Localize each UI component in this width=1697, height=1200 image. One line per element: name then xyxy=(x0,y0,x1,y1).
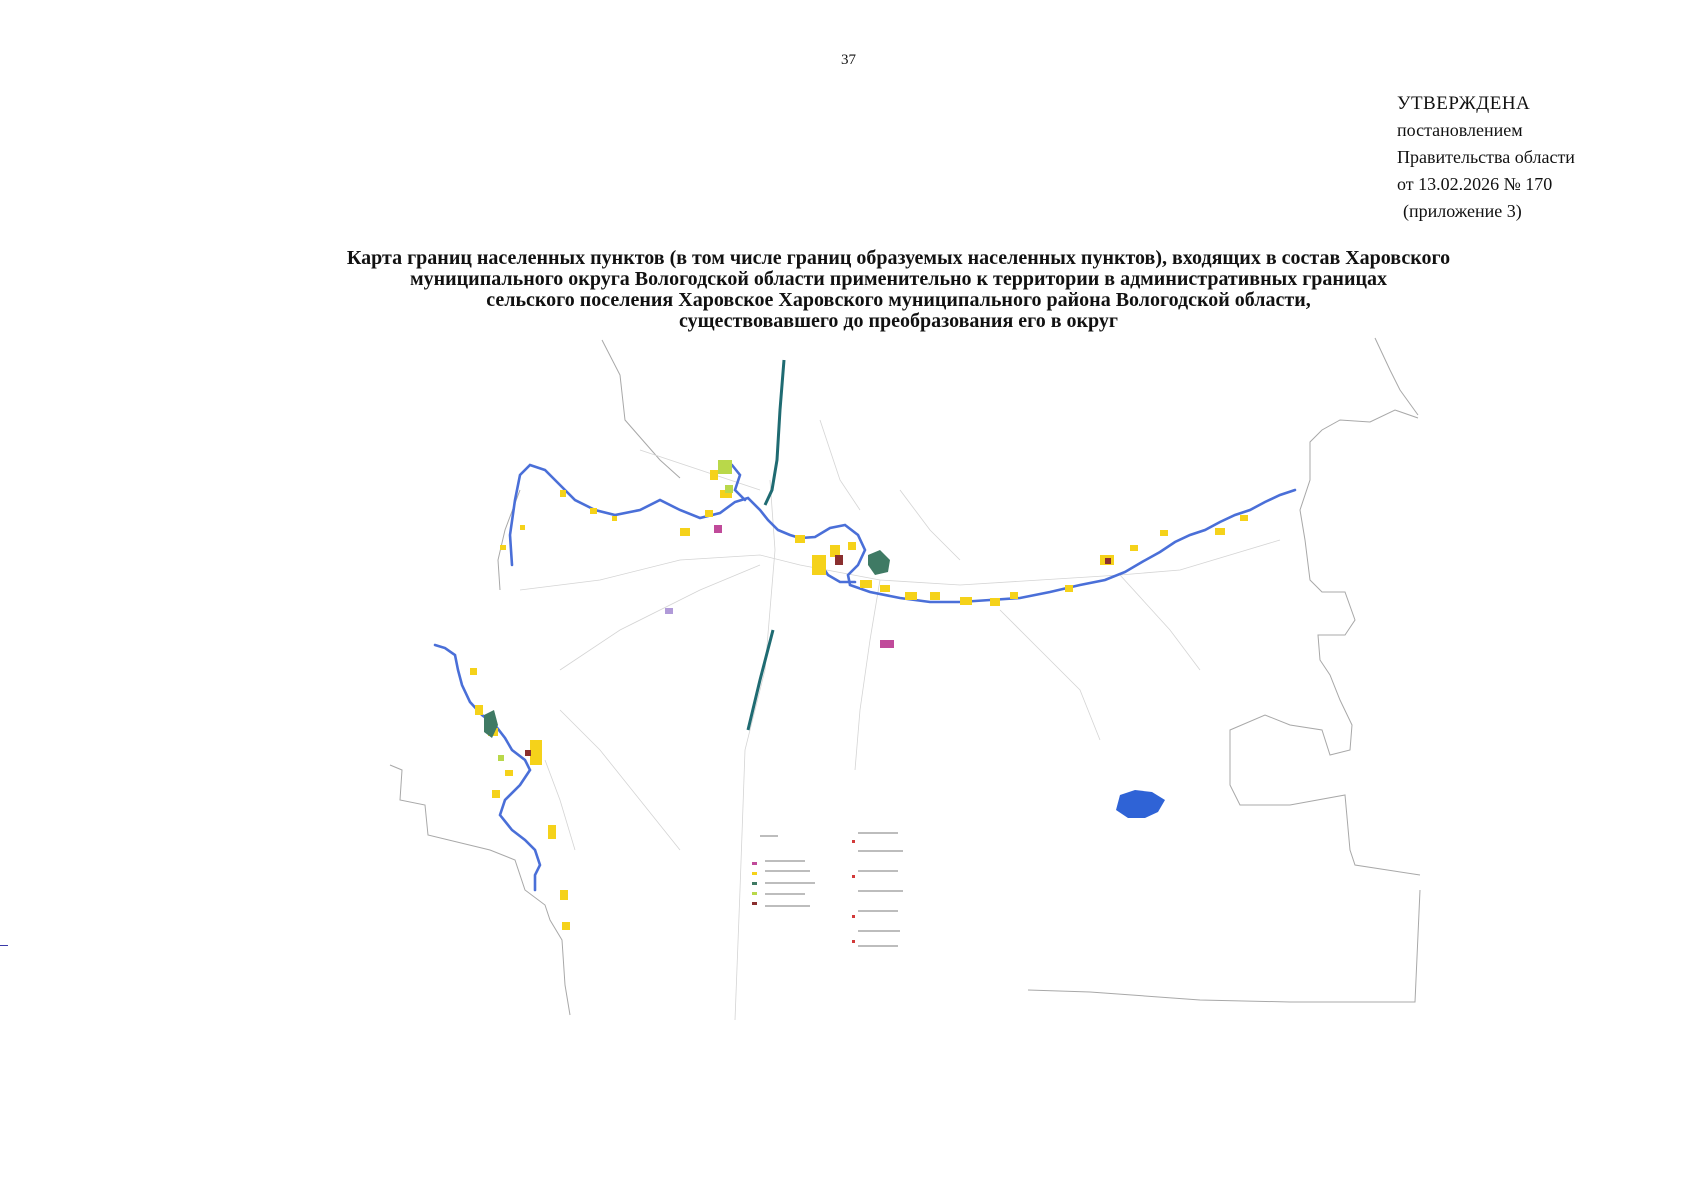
map-title-line: сельского поселения Харовское Харовского муниципального района Вологодской области, xyxy=(486,289,1311,311)
approval-line: Правительства области xyxy=(1397,147,1575,167)
page-number: 37 xyxy=(841,52,856,68)
edge-mark xyxy=(0,945,8,946)
approval-line: постановлением xyxy=(1397,120,1523,140)
land-use-markers xyxy=(498,460,1111,761)
administrative-boundary xyxy=(390,338,1420,1015)
map-legend-icon xyxy=(752,832,903,947)
map-title xyxy=(200,248,1597,332)
map-title-line: Карта границ населенных пунктов (в том числе границ образуемых населенных пунктов), входящих в состав Харовского xyxy=(346,247,1451,269)
approval-date: от 13.02.2026 № 170 xyxy=(1397,174,1553,194)
territory-map xyxy=(0,330,1697,1130)
map-title-line: муниципального округа Вологодской области применительно к территории в административных границах xyxy=(409,268,1387,290)
approval-appendix: (приложение 3) xyxy=(1403,201,1522,221)
approval-heading: УТВЕРЖДЕНА xyxy=(1397,93,1531,114)
railway-icon xyxy=(748,360,784,730)
map-title-line: существовавшего до преобразования его в округ xyxy=(678,310,1118,332)
approval-stamp xyxy=(1397,90,1575,225)
forest-area-icon xyxy=(484,550,890,738)
lake-icon xyxy=(1116,790,1165,818)
